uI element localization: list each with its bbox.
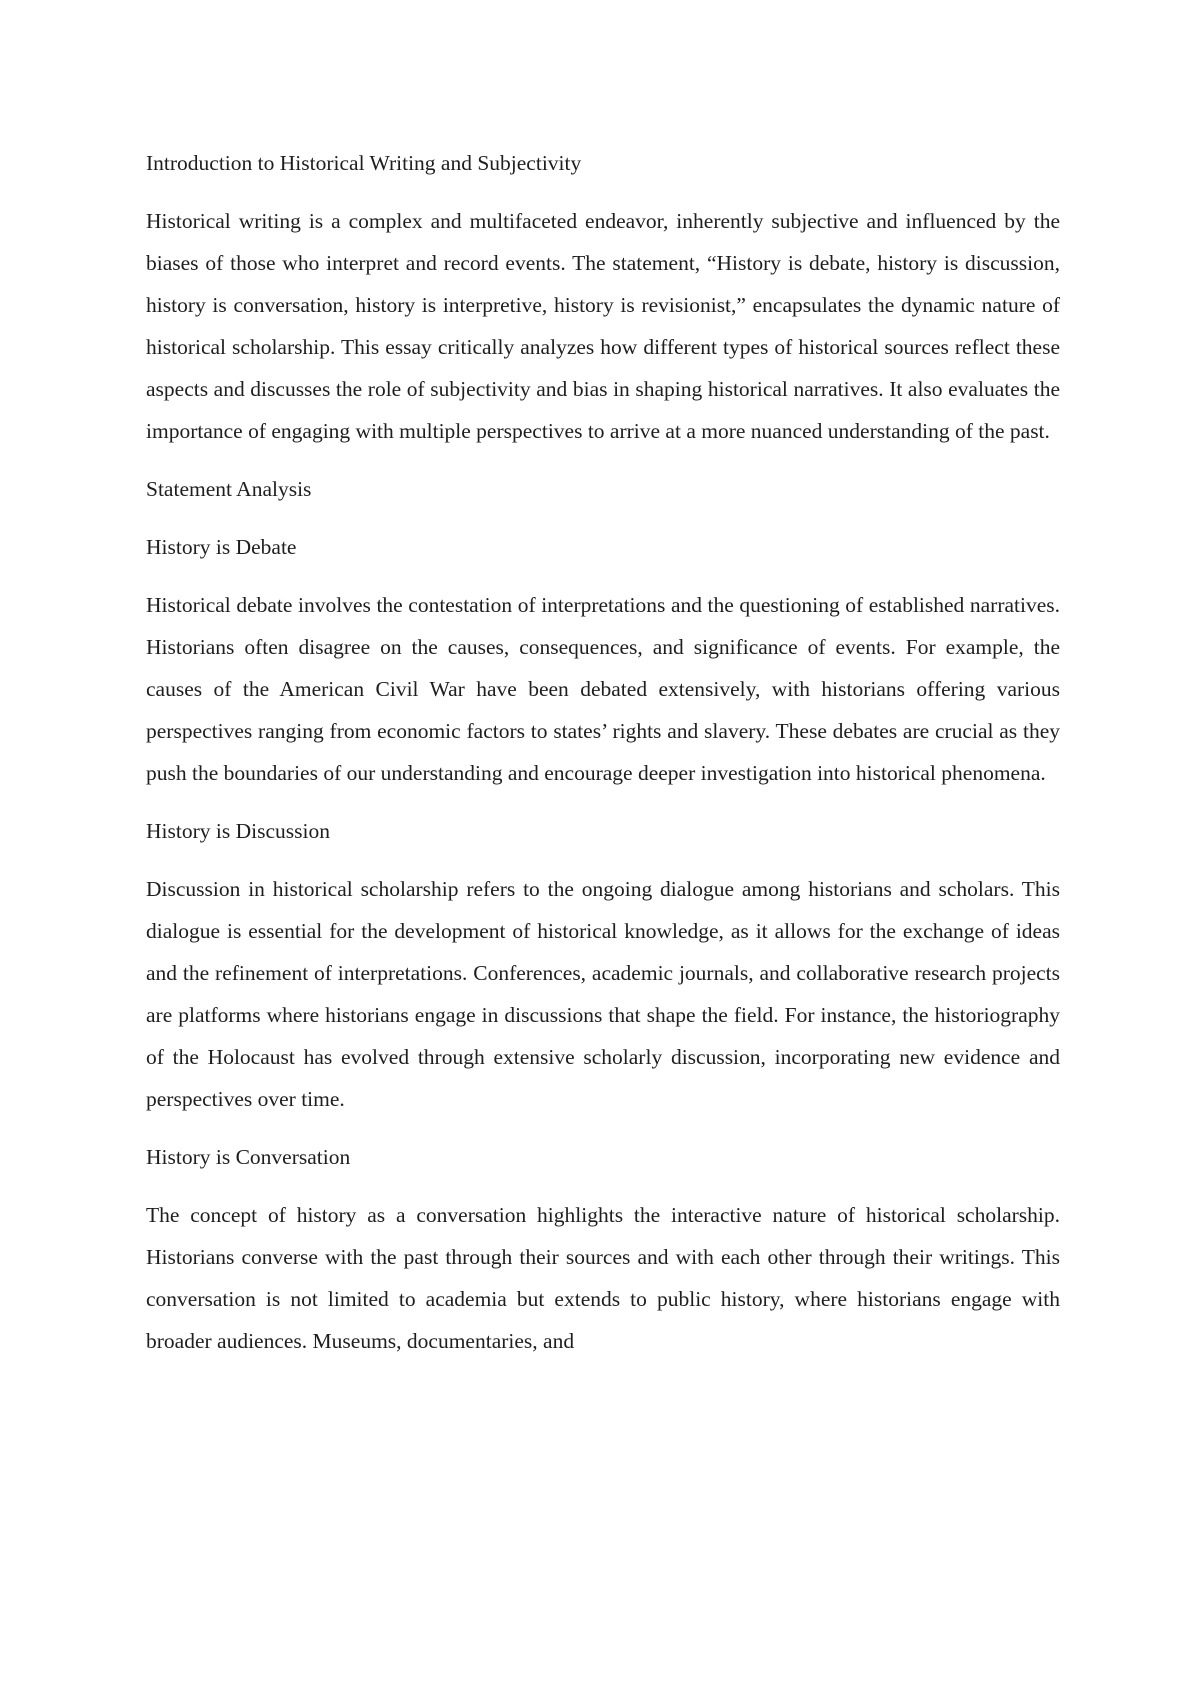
subheading-discussion: History is Discussion — [146, 819, 330, 843]
paragraph-conversation: The concept of history as a conversation highlights the interactive nature of historical scholarship. Historians converse with the past through their sources and with each other through their writings. This conversation is not limited to academia but extends to public history, where historians engage with broader audiences. Museums, documentaries, and — [146, 1203, 1060, 1353]
section-heading-statement-analysis: Statement Analysis — [146, 477, 312, 501]
document-body — [146, 142, 1060, 1378]
intro-paragraph: Historical writing is a complex and multifaceted endeavor, inherently subjective and influenced by the biases of those who interpret and record events. The statement, “History is debate, history is discussion, history is conversation, history is interpretive, history is revisionist,” encapsulates the dynamic nature of historical scholarship. This essay critically analyzes how different types of historical sources reflect these aspects and discusses the role of subjectivity and bias in shaping historical narratives. It also evaluates the importance of engaging with multiple perspectives to arrive at a more nuanced understanding of the past. — [146, 209, 1060, 443]
paragraph-debate: Historical debate involves the contestation of interpretations and the questioning of established narratives. Historians often disagree on the causes, consequences, and significance of events. For example, the causes of the American Civil War have been debated extensively, with historians offering various perspectives ranging from economic factors to states’ rights and slavery. These debates are crucial as they push the boundaries of our understanding and encourage deeper investigation into historical phenomena. — [146, 593, 1060, 785]
subheading-conversation: History is Conversation — [146, 1145, 351, 1169]
subheading-debate: History is Debate — [146, 535, 297, 559]
document-title: Introduction to Historical Writing and Subjectivity — [146, 151, 582, 175]
paragraph-discussion: Discussion in historical scholarship refers to the ongoing dialogue among historians and scholars. This dialogue is essential for the development of historical knowledge, as it allows for the exchange of ideas and the refinement of interpretations. Conferences, academic journals, and collaborative research projects are platforms where historians engage in discussions that shape the field. For instance, the historiography of the Holocaust has evolved through extensive scholarly discussion, incorporating new evidence and perspectives over time. — [146, 877, 1060, 1111]
